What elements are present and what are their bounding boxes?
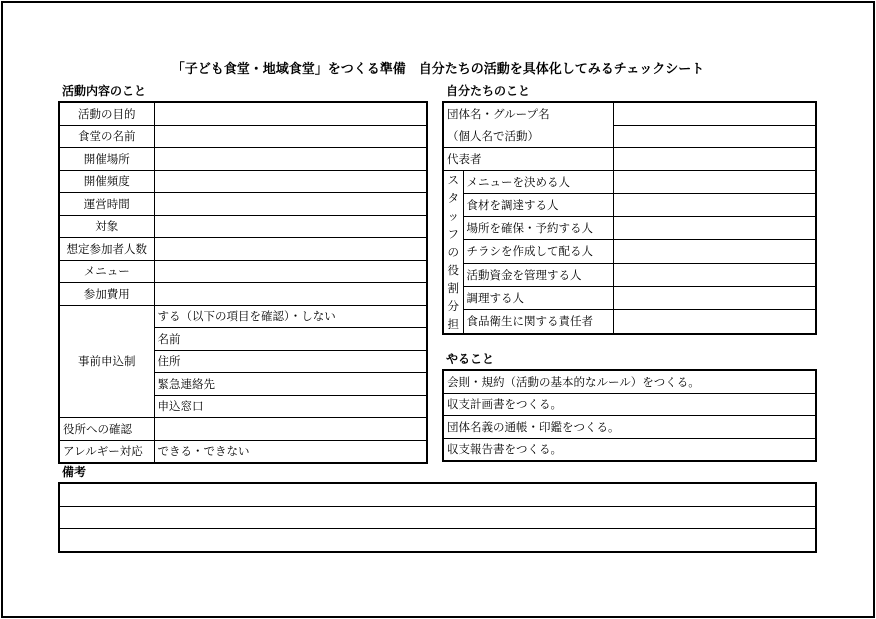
table-row <box>59 529 816 552</box>
staff-role: 食品衛生に関する責任者 <box>463 310 613 334</box>
allergy-choice[interactable]: できる・できない <box>154 440 427 463</box>
row-label: メニュー <box>59 260 154 283</box>
entry-field[interactable] <box>613 125 816 148</box>
row-label: 運営時間 <box>59 193 154 216</box>
table-row <box>59 483 816 506</box>
table-row <box>443 240 816 263</box>
entry-field[interactable] <box>154 260 427 283</box>
group-name-label: 団体名・グループ名 <box>443 102 613 125</box>
table-row <box>443 310 816 334</box>
entry-field[interactable] <box>154 193 427 216</box>
table-row <box>443 170 816 193</box>
reservation-label: 事前申込制 <box>59 305 154 418</box>
row-label: 開催場所 <box>59 148 154 171</box>
reservation-item[interactable]: 申込窓口 <box>154 395 427 418</box>
table-row <box>59 170 427 193</box>
entry-field[interactable] <box>154 283 427 306</box>
todo-item: 収支報告書をつくる。 <box>443 438 816 461</box>
entry-field[interactable] <box>613 310 816 334</box>
notes-line[interactable] <box>59 529 816 552</box>
entry-field[interactable] <box>613 263 816 286</box>
staff-role: チラシを作成して配る人 <box>463 240 613 263</box>
table-row <box>443 286 816 309</box>
table-row <box>59 260 427 283</box>
table-row <box>443 125 816 148</box>
reservation-item[interactable]: 緊急連絡先 <box>154 373 427 396</box>
entry-field[interactable] <box>613 170 816 193</box>
table-row <box>443 217 816 240</box>
reservation-item[interactable]: 名前 <box>154 328 427 351</box>
entry-field[interactable] <box>154 418 427 441</box>
table-row <box>59 238 427 261</box>
staff-role: 食材を調達する人 <box>463 193 613 216</box>
table-row <box>443 416 816 439</box>
group-name-note: （個人名で活動） <box>443 125 613 148</box>
row-label: 参加費用 <box>59 283 154 306</box>
row-label: 対象 <box>59 215 154 238</box>
entry-field[interactable] <box>613 102 816 125</box>
staff-role: 活動資金を管理する人 <box>463 263 613 286</box>
staff-roles-label: ス タ ッ フ の 役 割 分 担 <box>443 170 463 334</box>
row-label: 食堂の名前 <box>59 125 154 148</box>
table-row <box>443 263 816 286</box>
table-row <box>443 193 816 216</box>
table-row <box>59 418 427 441</box>
entry-field[interactable] <box>613 148 816 171</box>
notes-line[interactable] <box>59 506 816 529</box>
table-row <box>59 440 427 463</box>
allergy-label: アレルギー対応 <box>59 440 154 463</box>
table-row <box>59 102 427 125</box>
notes-table <box>58 482 817 553</box>
table-row <box>443 370 816 393</box>
table-row <box>59 283 427 306</box>
staff-role: メニューを決める人 <box>463 170 613 193</box>
entry-field[interactable] <box>613 217 816 240</box>
table-row <box>59 305 427 328</box>
table-row <box>59 125 427 148</box>
page-title: 「子ども食堂・地域食堂」をつくる準備 自分たちの活動を具体化してみるチェックシート <box>171 62 705 77</box>
todo-item: 収支計画書をつくる。 <box>443 393 816 416</box>
staff-role: 調理する人 <box>463 286 613 309</box>
entry-field[interactable] <box>613 286 816 309</box>
office-check-label: 役所への確認 <box>59 418 154 441</box>
left-section-heading: 活動内容のこと <box>62 84 147 98</box>
entry-field[interactable] <box>154 102 427 125</box>
todo-item: 会則・規約（活動の基本的なルール）をつくる。 <box>443 370 816 393</box>
reservation-item[interactable]: 住所 <box>154 350 427 373</box>
entry-field[interactable] <box>613 240 816 263</box>
notes-line[interactable] <box>59 483 816 506</box>
row-label: 想定参加者人数 <box>59 238 154 261</box>
table-row <box>443 148 816 171</box>
todo-table <box>442 369 817 462</box>
table-row <box>59 215 427 238</box>
table-row <box>443 102 816 125</box>
notes-heading: 備考 <box>62 465 87 479</box>
table-row <box>59 148 427 171</box>
row-label: 活動の目的 <box>59 102 154 125</box>
table-row <box>443 438 816 461</box>
entry-field[interactable] <box>154 215 427 238</box>
entry-field[interactable] <box>154 238 427 261</box>
representative-label: 代表者 <box>443 148 613 171</box>
table-row <box>443 393 816 416</box>
entry-field[interactable] <box>154 148 427 171</box>
todo-heading: やること <box>446 352 495 366</box>
staff-role: 場所を確保・予約する人 <box>463 217 613 240</box>
right-section-heading: 自分たちのこと <box>446 84 531 98</box>
table-row <box>59 193 427 216</box>
entry-field[interactable] <box>154 125 427 148</box>
row-label: 開催頻度 <box>59 170 154 193</box>
table-row <box>59 506 816 529</box>
reservation-choice[interactable]: する（以下の項目を確認）・しない <box>154 305 427 328</box>
group-table <box>442 101 817 335</box>
entry-field[interactable] <box>154 170 427 193</box>
todo-item: 団体名義の通帳・印鑑をつくる。 <box>443 416 816 439</box>
entry-field[interactable] <box>613 193 816 216</box>
activity-table <box>58 101 428 464</box>
